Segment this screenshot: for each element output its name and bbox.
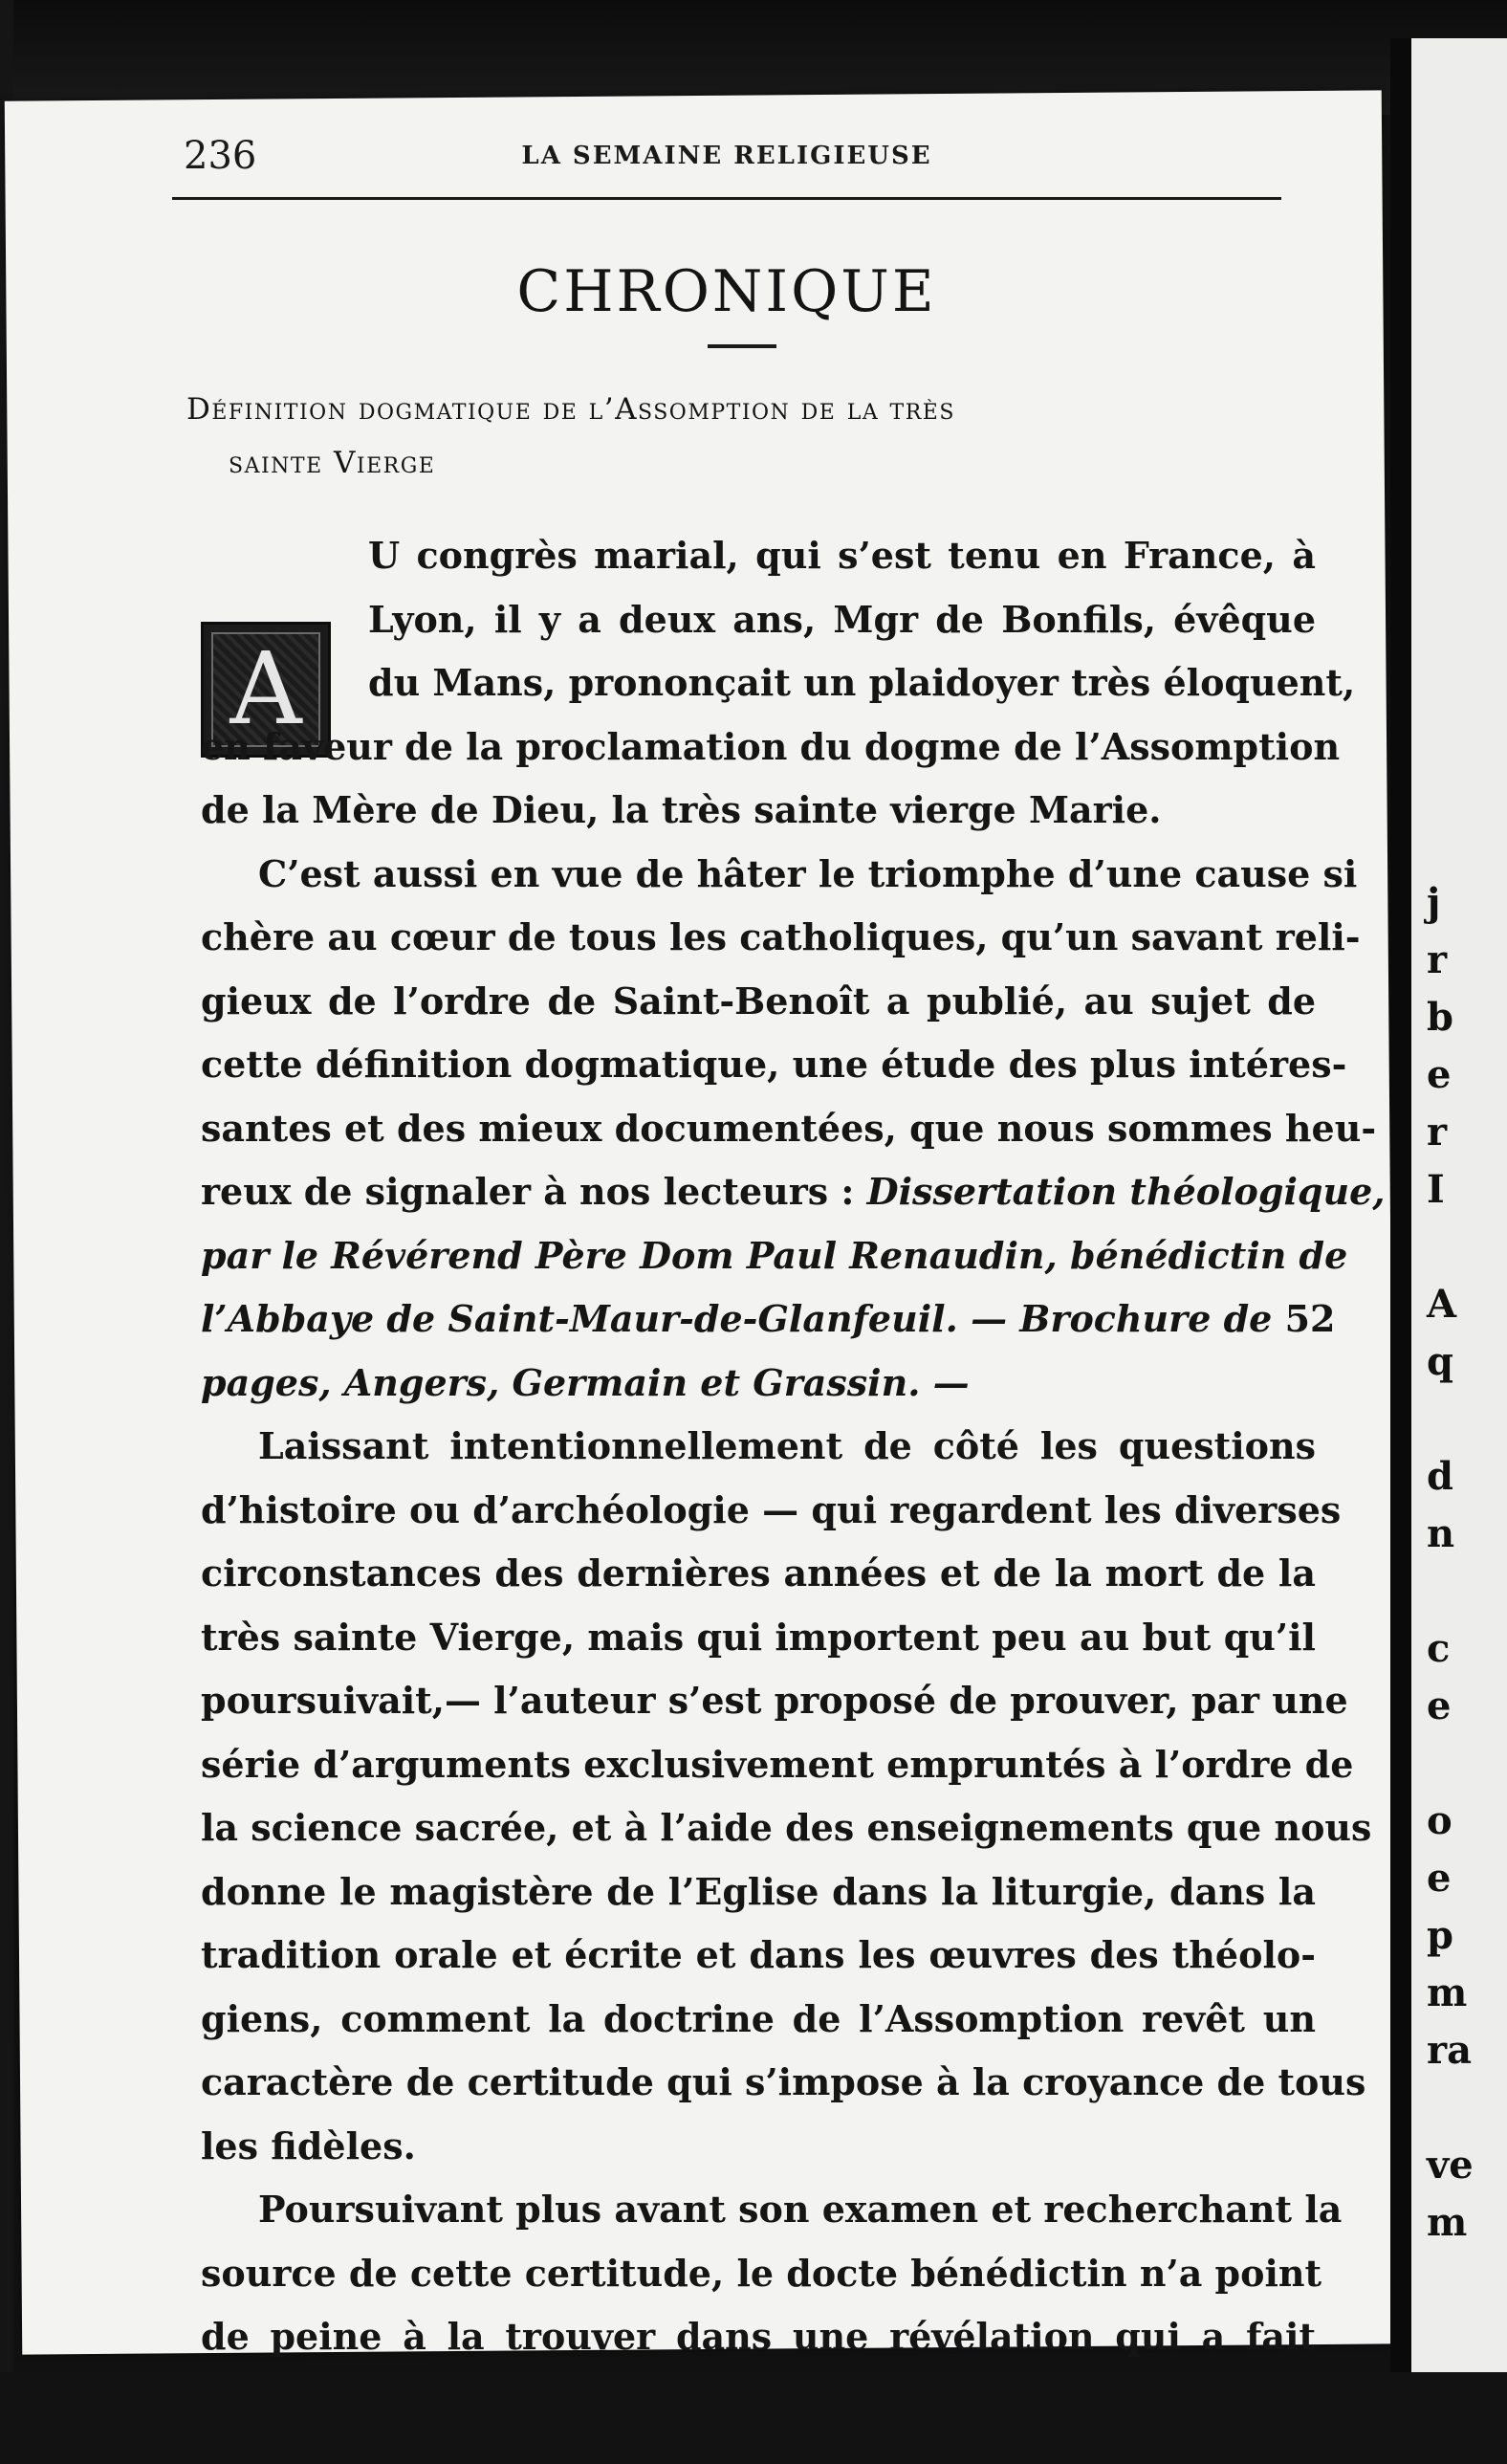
facing-page-letter: e (1427, 1856, 1452, 1901)
body-line-mixed (201, 1287, 1336, 1352)
body-line: série d’arguments exclusivement empruntés à l’ordre de (201, 1742, 1354, 1786)
body-line: source de cette certitude, le docte bénédictin n’a point (201, 2251, 1322, 2295)
body-line: santes et des mieux documentées, que nous sommes heu- (201, 1106, 1377, 1150)
body-line: giens, comment la doctrine de l’Assomption revêt un (201, 1996, 1316, 2040)
body-line: en faveur de la proclamation du dogme de l’Assomption (201, 724, 1341, 768)
facing-page-letter: o (1427, 1798, 1452, 1843)
body-line: cette définition dogmatique, une étude des plus intéres- (201, 1043, 1347, 1086)
facing-page-letter: ve (1427, 2143, 1474, 2188)
body-line: Poursuivant plus avant son examen et recherchant la (258, 2188, 1343, 2231)
body-text: reux de signaler à nos lecteurs : (201, 1170, 855, 1213)
book-publisher-italic: l’Abbaye de Saint-Maur-de-Glanfeuil. — Brochure de (201, 1297, 1273, 1340)
facing-page-letter: r (1427, 937, 1448, 982)
body-line: donne le magistère de l’Eglise dans la liturgie, dans la (201, 1869, 1316, 1913)
body-line: de la Mère de Dieu, la très sainte vierge Marie. (201, 788, 1162, 831)
page-count: 52 (1284, 1297, 1336, 1340)
page-number: 236 (184, 134, 257, 178)
facing-page-letter: m (1427, 1970, 1468, 2015)
body-line (201, 1224, 1348, 1288)
body-line: chère au cœur de tous les catholiques, qu’un savant reli- (201, 915, 1361, 958)
facing-page-letter: m (1427, 2200, 1468, 2245)
body-line-mixed (201, 1160, 1386, 1224)
body-line: caractère de certitude qui s’impose à la croyance de tous (201, 2060, 1366, 2103)
body-line: la science sacrée, et à l’aide des enseignements que nous (201, 1806, 1372, 1849)
header-rule (172, 197, 1281, 200)
facing-page-letter: c (1427, 1626, 1451, 1671)
book-author-italic: par le Révérend Père Dom Paul Renaudin, bénédictin de (201, 1233, 1348, 1277)
body-line: très sainte Vierge, mais qui importent peu au but qu’il (201, 1615, 1316, 1659)
article-body (201, 524, 1386, 2432)
facing-page-letter: q (1427, 1339, 1453, 1384)
facing-page-letter: p (1427, 1913, 1453, 1958)
book-title-italic: Dissertation théologique, (866, 1170, 1386, 1213)
body-line: C’est aussi en vue de hâter le triomphe d’une cause si (258, 851, 1358, 895)
article-heading (186, 383, 1315, 490)
drop-cap-letter: A (229, 630, 302, 747)
body-line: de peine à la trouver dans une révélation qui a fait (201, 2315, 1316, 2358)
facing-page-letter: b (1427, 995, 1453, 1040)
title-rule (708, 344, 776, 348)
body-line: Laissant intentionnellement de côté les questions (258, 1424, 1316, 1467)
facing-page-edge (1411, 38, 1507, 2430)
scan-background-bottom (0, 2372, 1507, 2464)
facing-page-letter: j (1427, 880, 1441, 925)
facing-page-letter: A (1427, 1282, 1457, 1327)
running-title: LA SEMAINE RELIGIEUSE (521, 142, 932, 170)
facing-page-letter: e (1427, 1683, 1452, 1728)
book-gutter (1390, 38, 1411, 2430)
facing-page-letter: I (1427, 1167, 1445, 1212)
facing-page-letter: e (1427, 1052, 1452, 1097)
article-heading-line-1: Définition dogmatique de l’Assomption de la très (186, 392, 955, 427)
body-line: tradition orale et écrite et dans les œuvres des théolo- (201, 1933, 1316, 1976)
body-line: les fidèles. (201, 2123, 416, 2167)
page-header (172, 134, 1281, 191)
body-line: du Mans, prononçait un plaidoyer très éloquent, (368, 661, 1356, 704)
body-line: poursuivait,— l’auteur s’est proposé de prouver, par une (201, 1679, 1348, 1722)
facing-page-letter: d (1427, 1454, 1453, 1499)
body-line: gieux de l’ordre de Saint-Benoît a publié, au sujet de (201, 979, 1316, 1023)
article-heading-line-2: sainte Vierge (229, 446, 436, 480)
body-line: U congrès marial, qui s’est tenu en France, à (368, 534, 1316, 577)
body-line: circonstances des dernières années et de la mort de la (201, 1551, 1316, 1595)
section-title: CHRONIQUE (516, 258, 937, 325)
body-line: d’histoire ou d’archéologie — qui regardent les diverses (201, 1487, 1342, 1531)
facing-page-letter: ra (1427, 2028, 1472, 2073)
book-imprint-italic: pages, Angers, Germain et Grassin. — (201, 1360, 970, 1404)
facing-page-letter: r (1427, 1110, 1448, 1155)
body-line: Lyon, il y a deux ans, Mgr de Bonfils, évêque (368, 597, 1316, 641)
body-line (201, 1352, 1316, 1416)
facing-page-letter: n (1427, 1511, 1455, 1556)
